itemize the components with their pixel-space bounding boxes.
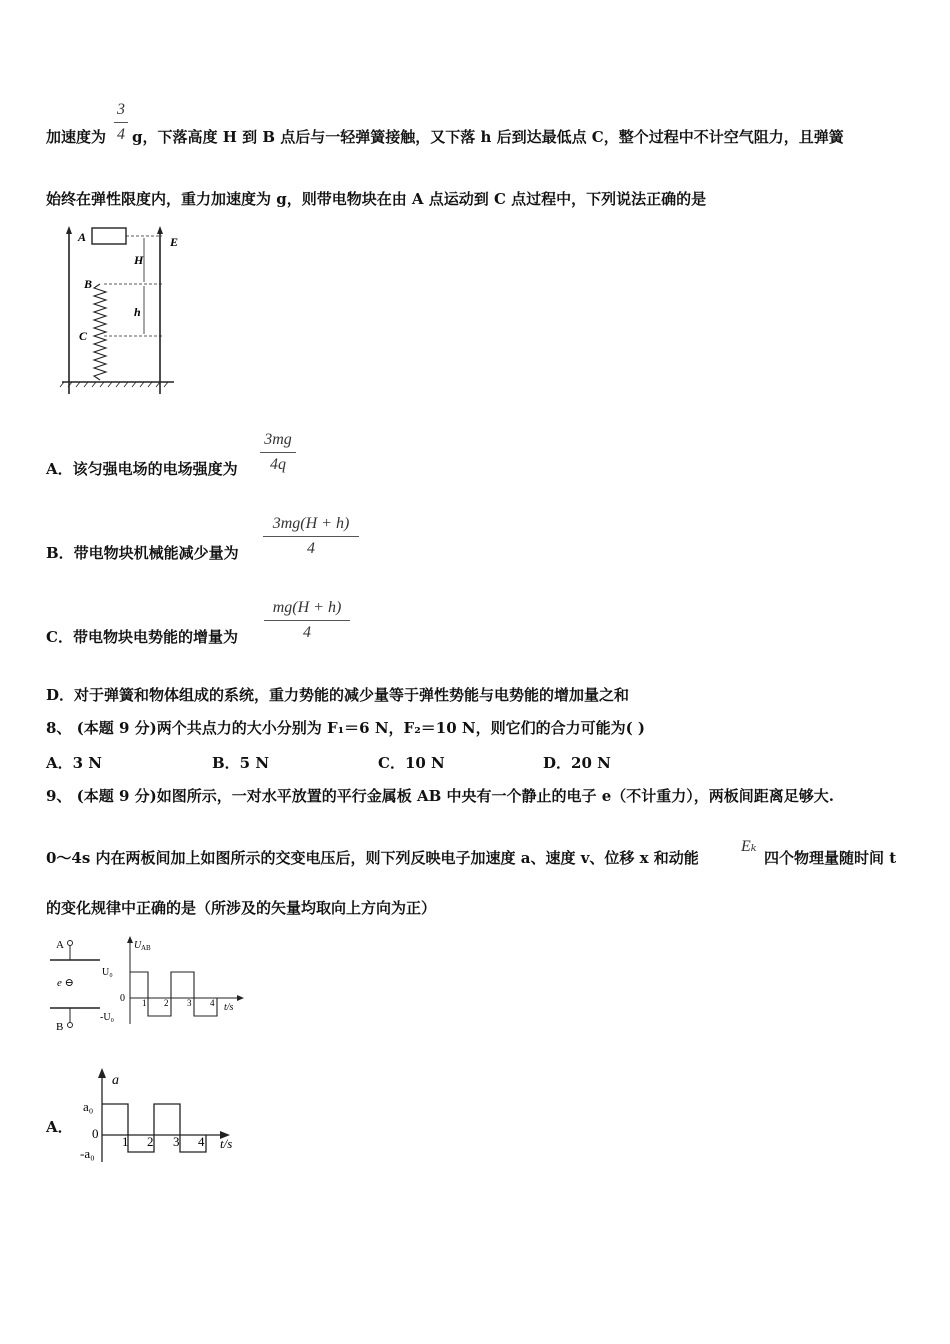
uab-neg-u0-label: -U₀	[100, 1012, 115, 1023]
uab-dashes	[148, 972, 217, 1016]
q9-line2-pre: 0～4s 内在两板间加上如图所示的交变电压后，则下列反映电子加速度 a、速度 v、位移 x 和动能	[46, 849, 699, 867]
a-tick-3: 3	[173, 1134, 180, 1149]
q9-line2-post: 四个物理量随时间 t	[764, 849, 897, 867]
fraction-denominator: 4	[117, 126, 125, 143]
fraction-three-quarters	[114, 100, 128, 145]
q7-option-d: D．对于弹簧和物体组成的系统，重力势能的减少量等于弹性势能与电势能的增加量之和	[46, 686, 630, 704]
fraction-denominator: 4q	[270, 456, 286, 473]
q9-kinetic-energy-symbol: Eₖ	[741, 838, 757, 855]
spring	[94, 284, 106, 380]
q8-choice-b: B．5 N	[212, 754, 270, 772]
q7-line1-pre: 加速度为	[46, 128, 107, 146]
q7-spring-figure	[52, 224, 192, 399]
uab-tick-2: 2	[164, 998, 169, 1008]
q7-option-c: C．带电物块电势能的增量为	[46, 628, 238, 646]
q7-line2: 始终在弹性限度内，重力加速度为 g，则带电物块在由 A 点运动到 C 点过程中，下列说法正确的是	[46, 190, 707, 208]
a-t-label: t/s	[220, 1136, 233, 1151]
fraction-bar	[264, 620, 350, 621]
electron-label: e ⊖	[57, 977, 74, 989]
q8-stem: 8、 (本题 9 分)两个共点力的大小分别为 F₁＝6 N，F₂＝10 N，则它们的合力可能为( )	[46, 719, 645, 737]
q9-uab-graph	[100, 934, 250, 1029]
q9-line1: 9、 (本题 9 分)如图所示，一对水平放置的平行金属板 AB 中央有一个静止的电子 e（不计重力），两板间距离足够大.	[46, 787, 834, 805]
q7-option-b: B．带电物块机械能减少量为	[46, 544, 239, 562]
arrow-up-icon	[157, 226, 163, 234]
q7-line1-post: g，下落高度 H 到 B 点后与一轻弹簧接触，又下落 h 后到达最低点 C，整个过程中不计空气阻力，且弹簧	[132, 128, 844, 146]
q7-option-b-fraction	[263, 514, 359, 559]
uab-u0-label: U₀	[102, 967, 113, 978]
fraction-bar	[263, 536, 359, 537]
fraction-numerator: 3mg	[264, 431, 292, 448]
label-big-h: H	[134, 253, 144, 267]
label-b: B	[84, 277, 93, 291]
q9-option-a-graph	[78, 1066, 248, 1166]
uab-ylabel: U	[134, 940, 142, 951]
terminal-b	[68, 1023, 73, 1028]
fraction-bar	[260, 452, 296, 453]
a-dashes	[128, 1104, 206, 1152]
label-c: C	[79, 329, 88, 343]
a-tick-1: 1	[122, 1134, 129, 1149]
a-tick-2: 2	[147, 1134, 154, 1149]
a-neg-a0-label: -a₀	[80, 1146, 95, 1161]
uab-tick-1: 1	[142, 998, 147, 1008]
uab-tick-3: 3	[187, 998, 192, 1008]
arrow-up-icon	[98, 1068, 106, 1078]
arrow-up-icon	[127, 936, 133, 943]
q7-option-c-fraction	[264, 598, 350, 643]
uab-signal	[130, 972, 217, 1016]
uab-ylabel-sub: AB	[141, 944, 151, 952]
q8-choice-d: D．20 N	[543, 754, 611, 772]
label-a: A	[78, 230, 87, 244]
fraction-numerator: 3	[117, 101, 125, 118]
q7-option-a: A．该匀强电场的电场强度为	[46, 460, 238, 478]
a-ylabel: a	[112, 1073, 119, 1088]
label-small-h: h	[134, 305, 141, 319]
label-e: E	[170, 235, 179, 249]
fraction-numerator: 3mg(H + h)	[272, 515, 350, 532]
uab-t-label: t/s	[224, 1002, 234, 1013]
arrow-right-icon	[237, 995, 244, 1001]
q9-line3: 的变化规律中正确的是（所涉及的矢量均取向上方向为正）	[46, 899, 437, 917]
a-a0-label: a₀	[83, 1099, 94, 1114]
fraction-denominator: 4	[303, 624, 311, 641]
fraction-denominator: 4	[307, 540, 315, 557]
charged-block	[92, 228, 126, 244]
plate-b-label: B	[56, 1021, 64, 1033]
plate-a-label: A	[56, 939, 64, 951]
arrow-up-icon	[66, 226, 72, 234]
q9-option-a-label: A．	[46, 1118, 73, 1136]
q8-choice-c: C．10 N	[378, 754, 445, 772]
terminal-a	[68, 941, 73, 946]
fraction-bar	[114, 122, 128, 123]
fraction-numerator: mg(H + h)	[272, 599, 342, 616]
q7-option-a-fraction	[260, 430, 296, 475]
a-zero: 0	[92, 1126, 99, 1141]
q8-choice-a: A．3 N	[46, 754, 103, 772]
a-tick-4: 4	[198, 1134, 205, 1149]
uab-tick-4: 4	[210, 998, 215, 1008]
uab-zero: 0	[120, 993, 125, 1004]
